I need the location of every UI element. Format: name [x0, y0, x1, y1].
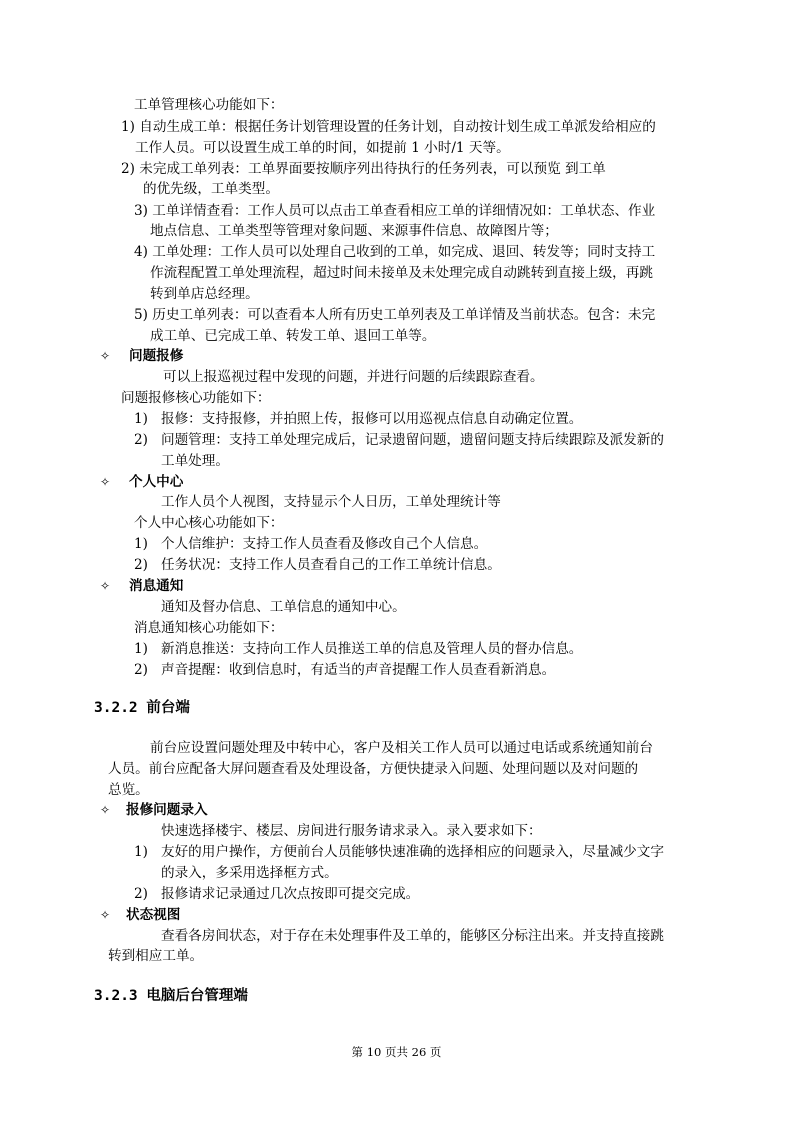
wo-item-5-line1: 5) 历史工单列表：可以查看本人所有历史工单列表及工单详情及当前状态。包含：未完	[134, 307, 656, 323]
personal-intro: 个人中心核心功能如下：	[134, 515, 284, 531]
wo-item-1-line2: 工作人员。可以设置生成工单的时间，如提前 1 小时/1 天等。	[135, 140, 510, 156]
section-heading-322: 3.2.2 前台端	[94, 700, 190, 716]
repair-item-1-line1: 报修：支持报修，并拍照上传，报修可以用巡视点信息自动确定位置。	[161, 411, 583, 427]
personal-item-2-num: 2)	[134, 557, 148, 573]
repair-desc: 可以上报巡视过程中发现的问题，并进行问题的后续跟踪查看。	[163, 369, 544, 385]
section-322-para-line2: 人员。前台应配备大屏问题查看及处理设备，方便快捷录入问题、处理问题以及对问题的	[108, 761, 639, 777]
wo-item-5-line2: 成工单、已完成工单、转发工单、退回工单等。	[150, 328, 436, 344]
section-heading-323: 3.2.3 电脑后台管理端	[94, 988, 248, 1004]
wo-item-2-line2: 的优先级，工单类型。	[143, 181, 279, 197]
diamond-bullet-icon: ✧	[100, 803, 111, 817]
status-view-title: 状态视图	[126, 907, 181, 923]
wo-item-3-line1: 3) 工单详情查看：工作人员可以点击工单查看相应工单的详细情况如：工单状态、作业	[134, 203, 656, 219]
personal-title: 个人中心	[129, 474, 184, 490]
status-view-line2: 转到相应工单。	[108, 948, 204, 964]
personal-item-2-line1: 任务状况：支持工作人员查看自己的工作工单统计信息。	[161, 557, 501, 573]
personal-desc: 工作人员个人视图，支持显示个人日历，工单处理统计等	[161, 494, 501, 510]
section-322-para-line1: 前台应设置问题处理及中转中心，客户及相关工作人员可以通过电话或系统通知前台	[150, 740, 653, 756]
repair-item-2-num: 2)	[134, 432, 148, 448]
personal-item-1-num: 1)	[134, 536, 148, 552]
repair-item-2-line2: 工单处理。	[161, 453, 229, 469]
diamond-bullet-icon: ✧	[100, 579, 111, 593]
repair-entry-title: 报修问题录入	[126, 802, 208, 818]
wo-item-4-line1: 4) 工单处理：工作人员可以处理自己收到的工单，如完成、退回、转发等；同时支持工	[134, 244, 656, 260]
notify-item-1-num: 1)	[134, 641, 148, 657]
repair-entry-item-1-line1: 友好的用户操作，方便前台人员能够快速准确的选择相应的问题录入，尽量减少文字	[161, 844, 664, 860]
wo-item-1-line1: 1) 自动生成工单：根据任务计划管理设置的任务计划，自动按计划生成工单派发给相应的	[121, 119, 656, 135]
diamond-bullet-icon: ✧	[100, 908, 111, 922]
notify-intro: 消息通知核心功能如下：	[134, 620, 284, 636]
repair-intro: 问题报修核心功能如下：	[121, 390, 271, 406]
repair-entry-item-2-line1: 报修请求记录通过几次点按即可提交完成。	[161, 886, 420, 902]
page-footer: 第 10 页共 26 页	[351, 1045, 442, 1059]
repair-item-2-line1: 问题管理：支持工单处理完成后，记录遗留问题，遗留问题支持后续跟踪及派发新的	[161, 432, 664, 448]
status-view-line1: 查看各房间状态，对于存在未处理事件及工单的，能够区分标注出来。并支持直接跳	[161, 928, 664, 944]
wo-item-3-line2: 地点信息、工单类型等管理对象问题、来源事件信息、故障图片等；	[150, 223, 558, 239]
repair-entry-item-2-num: 2)	[134, 886, 148, 902]
diamond-bullet-icon: ✧	[100, 475, 111, 489]
wo-item-2-line1: 2) 未完成工单列表：工单界面要按顺序列出待执行的任务列表，可以预览 到工单	[121, 161, 606, 177]
personal-item-1-line1: 个人信维护：支持工作人员查看及修改自己个人信息。	[161, 536, 488, 552]
intro-text: 工单管理核心功能如下：	[134, 97, 284, 113]
notify-item-2-num: 2)	[134, 662, 148, 678]
wo-item-4-line2: 作流程配置工单处理流程，超过时间未接单及未处理完成自动跳转到直接上级，再跳	[150, 265, 653, 281]
repair-title: 问题报修	[129, 348, 184, 364]
notify-desc: 通知及督办信息、工单信息的通知中心。	[161, 599, 406, 615]
repair-entry-item-1-line2: 的录入，多采用选择框方式。	[161, 865, 338, 881]
section-322-para-line3: 总览。	[108, 782, 149, 798]
diamond-bullet-icon: ✧	[100, 349, 111, 363]
repair-item-1-num: 1)	[134, 411, 148, 427]
notify-item-2-line1: 声音提醒：收到信息时，有适当的声音提醒工作人员查看新消息。	[161, 662, 556, 678]
wo-item-4-line3: 转到单店总经理。	[150, 286, 259, 302]
repair-entry-item-1-num: 1)	[134, 844, 148, 860]
notify-title: 消息通知	[129, 578, 184, 594]
repair-entry-desc: 快速选择楼宇、楼层、房间进行服务请求录入。录入要求如下：	[161, 823, 542, 839]
notify-item-1-line1: 新消息推送：支持向工作人员推送工单的信息及管理人员的督办信息。	[161, 641, 583, 657]
